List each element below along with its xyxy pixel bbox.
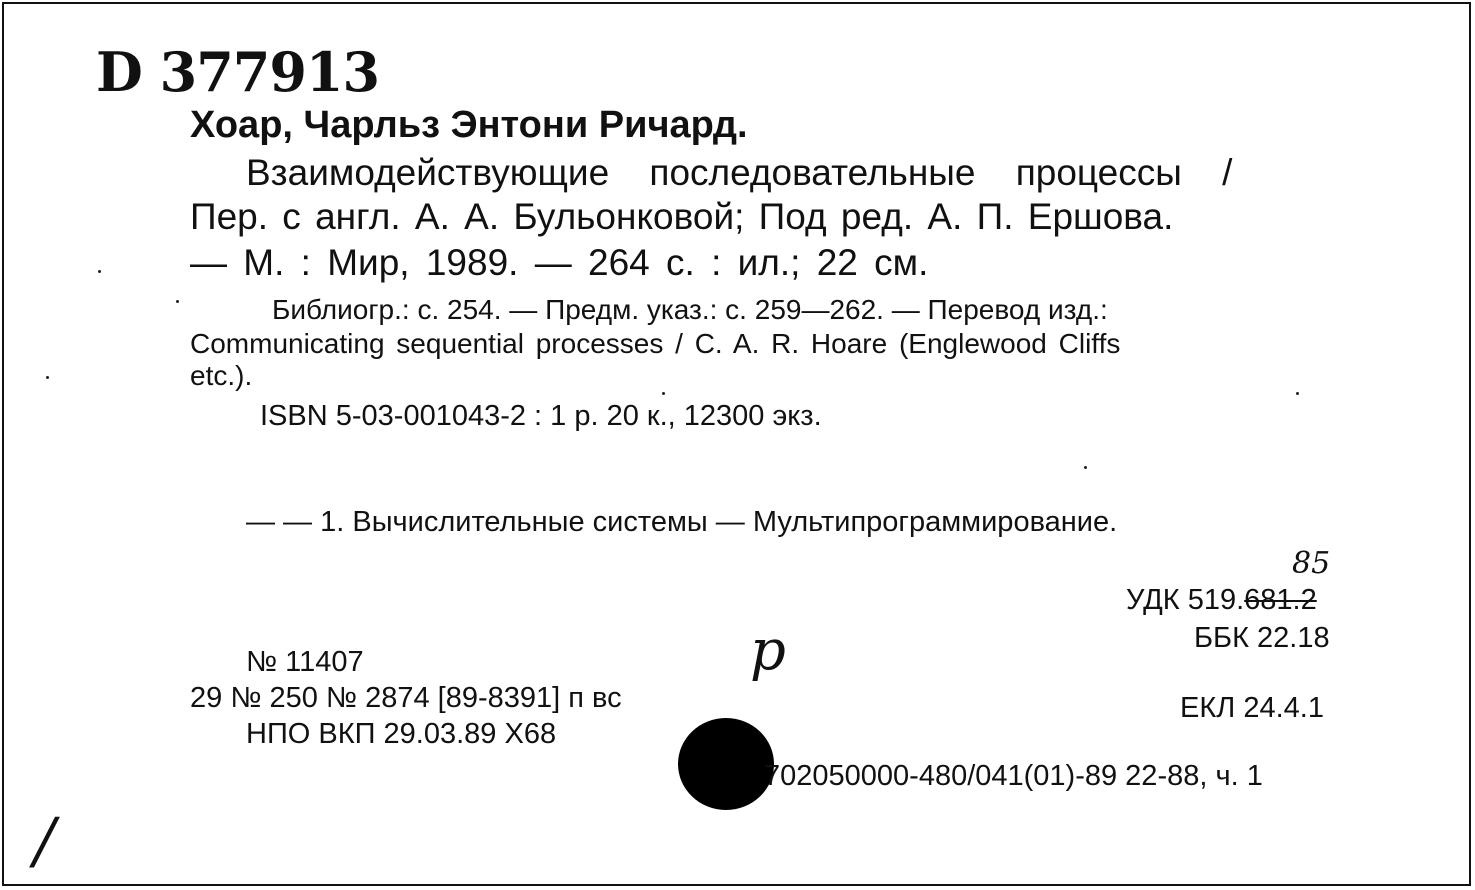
subject-heading: — — 1. Вычислительные системы — Мультипрограммирование. [246, 506, 1118, 538]
notes-line-3: etc.). [190, 360, 253, 391]
speck [662, 392, 665, 395]
speck [176, 300, 179, 303]
order-line: 29 № 250 № 2874 [89-8391] п вс [190, 682, 622, 714]
punch-hole [678, 718, 774, 810]
handwritten-p: р [750, 618, 786, 683]
author-heading: Хоар, Чарльз Энтони Ричард. [190, 104, 748, 146]
speck [46, 376, 49, 379]
title-line-2: Пер. с англ. А. А. Бульонковой; Под ред. А. П. Ершова. [190, 196, 1174, 237]
title-line-1: Взаимодействующие последовательные процессы / [246, 152, 1233, 193]
bbk-index: ББК 22.18 [1194, 622, 1330, 654]
call-number: D 377913 [96, 40, 380, 104]
udk-handwritten-correction: 85 [1292, 546, 1331, 581]
ekl-index: ЕКЛ 24.4.1 [1180, 692, 1324, 724]
notes-line-1: Библиогр.: с. 254. — Предм. указ.: с. 259—262. — Перевод изд.: [272, 294, 1108, 325]
udk-struck-value: 681.2 [1244, 584, 1317, 616]
inventory-number: № 11407 [246, 646, 364, 678]
title-line-3: — М. : Мир, 1989. — 264 с. : ил.; 22 см. [190, 242, 929, 283]
udk-prefix: УДК 519. [1126, 584, 1245, 616]
code-line: 702050000-480/041(01)-89 22-88, ч. 1 [764, 760, 1263, 792]
speck [98, 270, 101, 273]
handwritten-mark: / [34, 804, 55, 877]
speck [1084, 466, 1087, 469]
udk-index [1126, 584, 1317, 617]
speck [1296, 392, 1299, 395]
catalog-card [2, 2, 1471, 886]
notes-line-2: Communicating sequential processes / C. A. R. Hoare (Englewood Cliffs [190, 328, 1121, 359]
npo-line: НПО ВКП 29.03.89 X68 [246, 718, 557, 750]
isbn-line: ISBN 5-03-001043-2 : 1 р. 20 к., 12300 экз. [260, 400, 822, 432]
